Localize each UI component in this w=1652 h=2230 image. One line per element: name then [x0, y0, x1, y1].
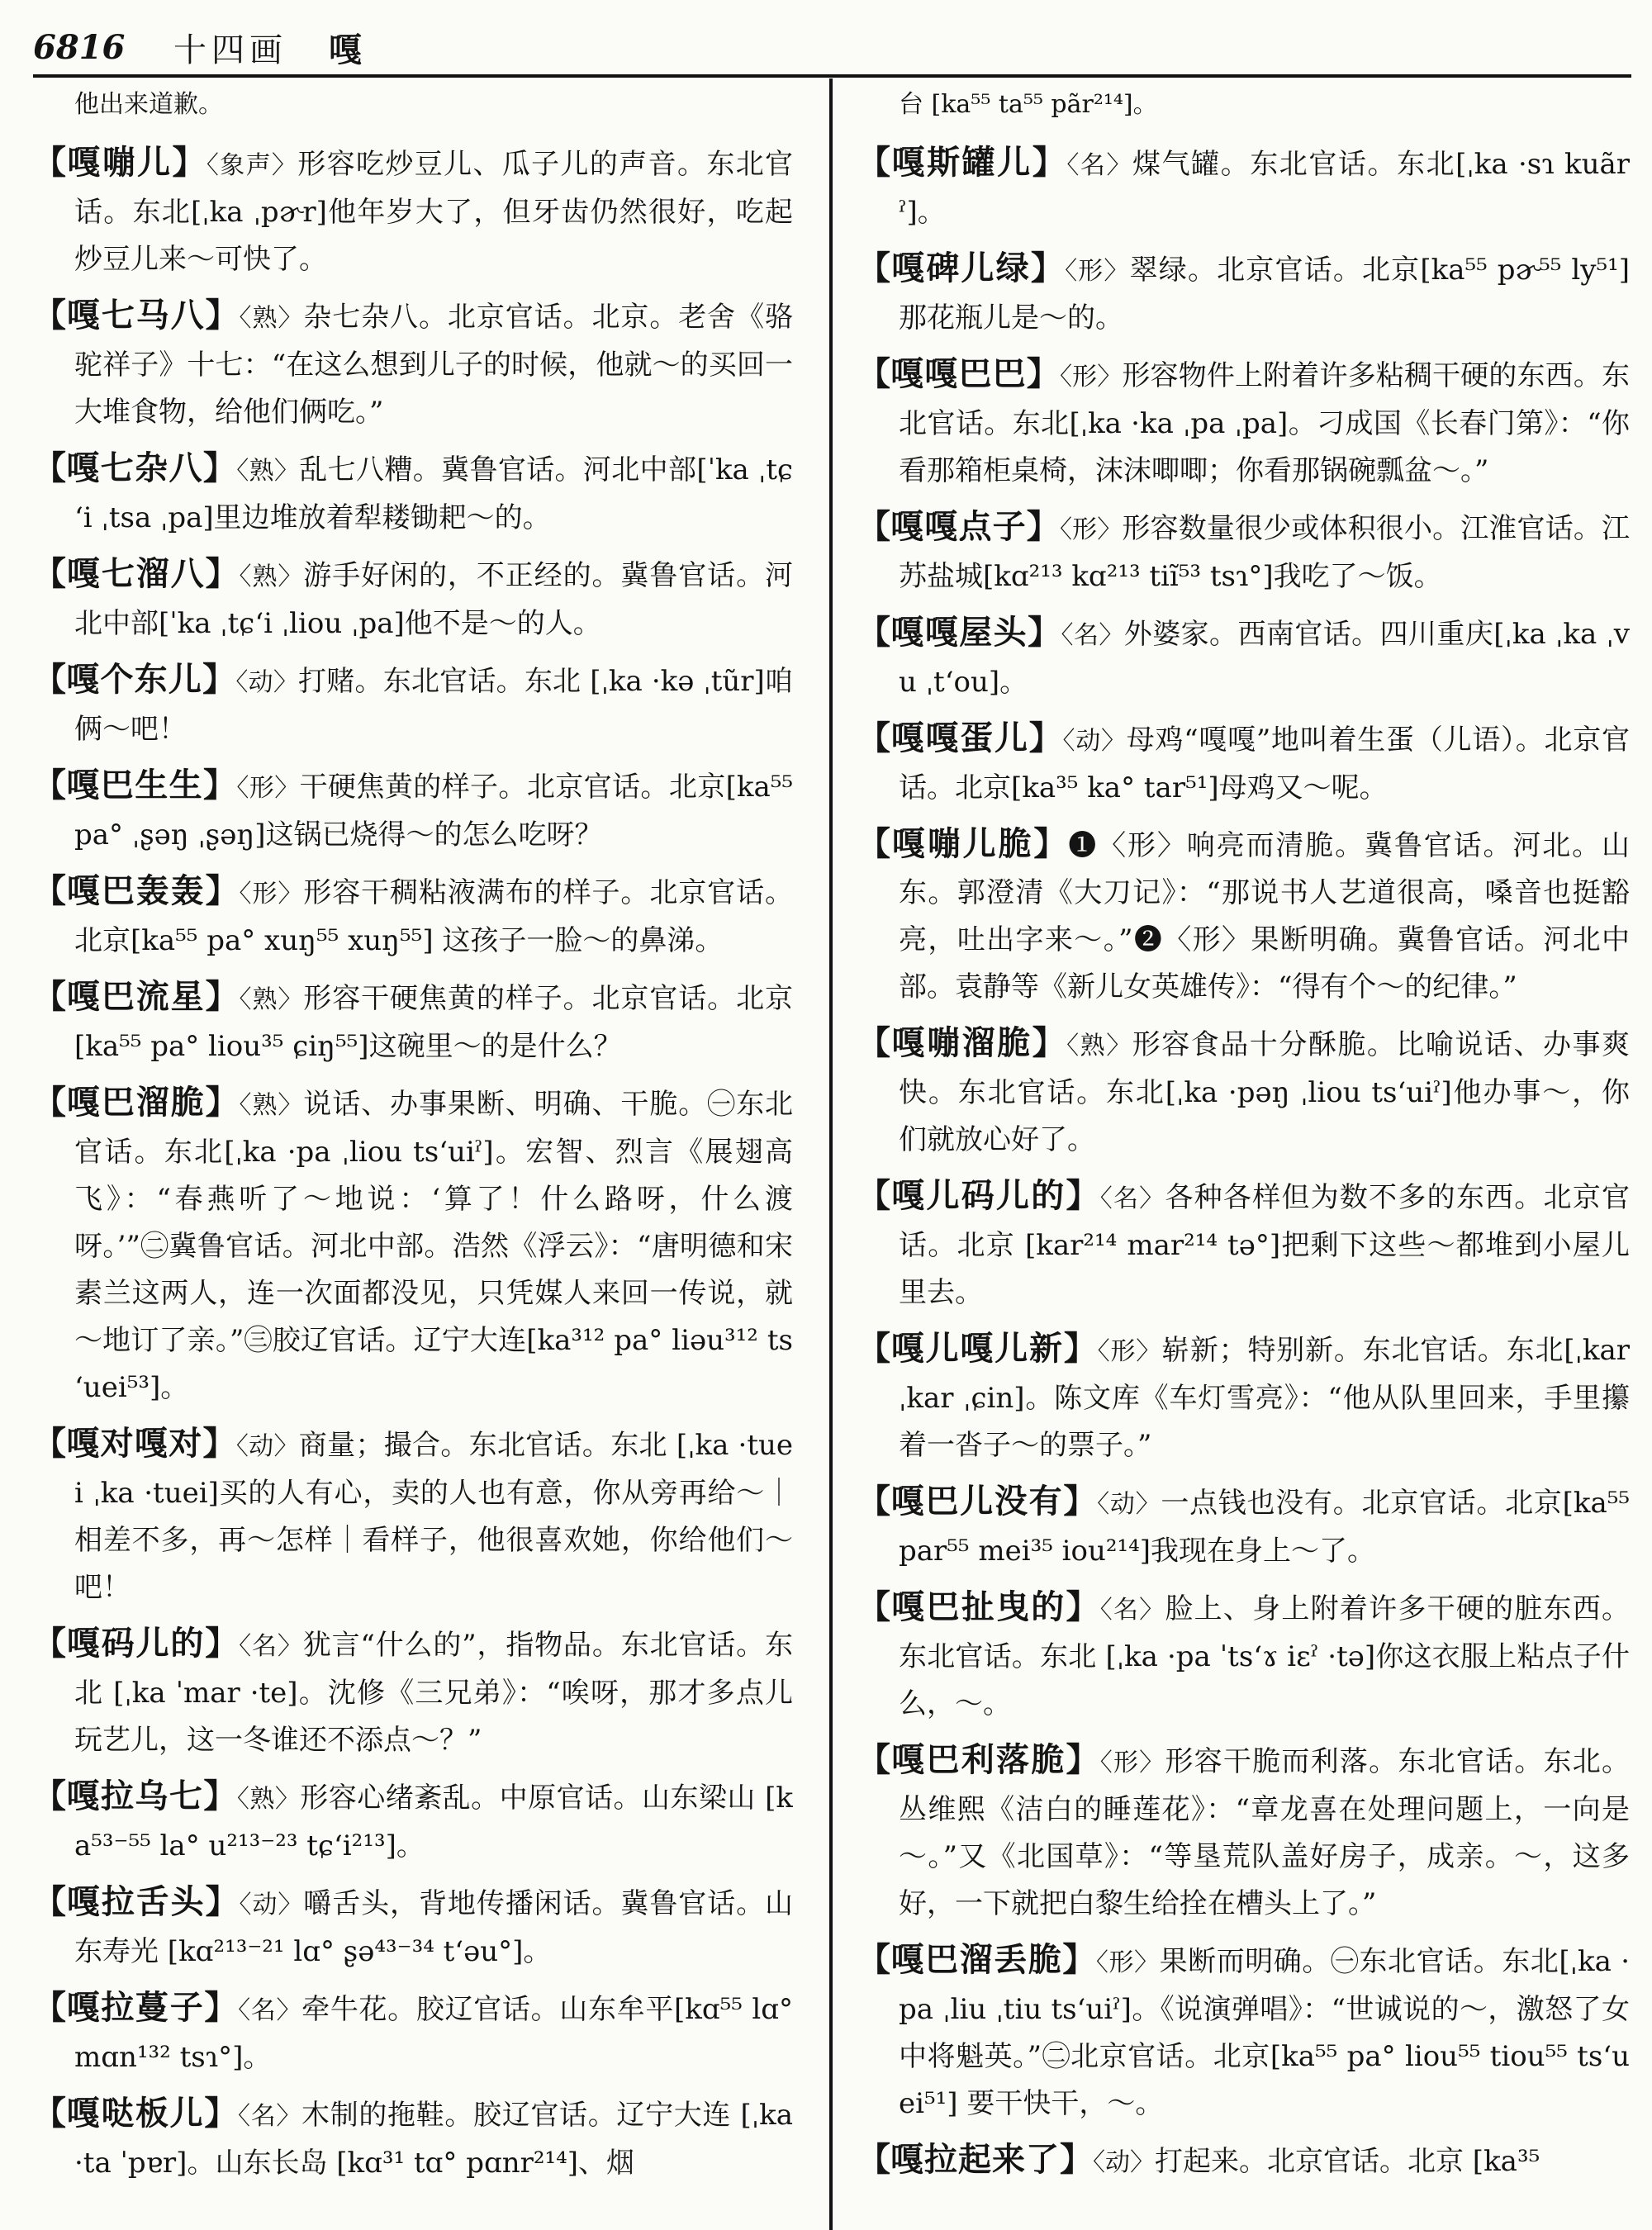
- entry-headword: 嘎巴流星: [66, 977, 206, 1016]
- entry-definition: 游手好闲的，不正经的。冀鲁官话。河北中部[ˈka ˌtɕʻi ˌliou ˌpa]他不是～的人。: [74, 559, 793, 640]
- part-of-speech: 〈形〉: [239, 880, 304, 909]
- continuation-text: 他出来道歉。: [74, 90, 223, 119]
- right-column: [857, 83, 1630, 2222]
- dictionary-entry: [33, 2090, 793, 2187]
- part-of-speech: 〈熟〉: [239, 304, 304, 333]
- headword-close-bracket: 】: [1030, 249, 1066, 287]
- headword-open-bracket: 【: [33, 766, 67, 804]
- headword-close-bracket: 】: [1032, 1023, 1067, 1062]
- entry-definition: 打起来。北京官话。北京 [ka³⁵: [1155, 2145, 1540, 2178]
- entry-headword: 嘎嘣儿脆: [891, 824, 1034, 863]
- dictionary-entry: [33, 1620, 793, 1764]
- headword-open-bracket: 【: [33, 1624, 67, 1663]
- part-of-speech: 〈形〉: [236, 774, 300, 803]
- part-of-speech: 〈名〉: [1099, 1596, 1165, 1625]
- entry-headword: 嘎拉蔓子: [66, 1988, 205, 2027]
- dictionary-entry: [33, 292, 793, 436]
- dictionary-entry: [33, 1984, 793, 2081]
- headword-close-bracket: 】: [1066, 1740, 1100, 1779]
- dictionary-entry: [33, 762, 793, 859]
- dictionary-entry: [33, 973, 793, 1070]
- part-of-speech: 〈象声〉: [206, 151, 298, 180]
- dictionary-entry: [33, 1420, 793, 1611]
- dictionary-entry: [857, 1172, 1630, 1317]
- headword-close-bracket: 】: [205, 554, 240, 593]
- left-column: [33, 83, 793, 2222]
- entry-headword: 嘎七杂八: [66, 448, 203, 487]
- page-header: [33, 20, 1631, 78]
- part-of-speech: 〈形〉: [1099, 1748, 1165, 1777]
- entry-headword: 嘎嘎屋头: [890, 613, 1028, 652]
- entry-definition: 形容干硬焦黄的样子。北京官话。北京[ka⁵⁵ pa° liou³⁵ ɕiŋ⁵⁵]这碗里～的是什么？: [74, 982, 793, 1063]
- entry-headword: 嘎巴利落脆: [891, 1740, 1066, 1779]
- headword-close-bracket: 】: [202, 660, 236, 699]
- entry-definition: 商量；撮合。东北官话。东北 [ˌka ·tuei ˌka ·tuei]买的人有心，卖的人也有意，你从旁再给～｜相差不多，再～怎样｜看样子，他很喜欢她，你给他们～吧！: [74, 1429, 793, 1604]
- dictionary-entry: [857, 820, 1630, 1011]
- headword-close-bracket: 】: [205, 977, 240, 1016]
- headword-open-bracket: 【: [33, 1988, 67, 2027]
- part-of-speech: 〈形〉: [1059, 515, 1123, 544]
- entry-definition: 形容数量很少或体积很小。江淮官话。江苏盐城[kɑ²¹³ kɑ²¹³ tiĩ⁵³ tsɿ°]我吃了～饭。: [899, 512, 1630, 593]
- headword-open-bracket: 【: [33, 1882, 67, 1921]
- dictionary-entry: [33, 550, 793, 648]
- entry-headword: 嘎巴轰轰: [66, 871, 206, 910]
- dictionary-entry: [857, 609, 1630, 706]
- headword-open-bracket: 【: [857, 1587, 892, 1626]
- headword-close-bracket: 】: [1063, 1329, 1098, 1368]
- entry-definition: 木制的拖鞋。胶辽官话。辽宁大连 [ˌka ·ta ˈpɐr]。山东长岛 [kɑ³¹ tɑ° pɑnr²¹⁴]、烟: [74, 2099, 793, 2180]
- part-of-speech: 〈熟〉: [239, 1091, 304, 1120]
- headword-open-bracket: 【: [857, 613, 891, 652]
- entry-definition: 形容干脆而利落。东北官话。东北。丛维熙《洁白的睡莲花》：“章龙喜在处理问题上，一向是～。”又《北国草》：“等垦荒队盖好房子，成亲。～，这多好，一下就把白黎生给拴在槽头上了。”: [899, 1745, 1630, 1920]
- entry-definition: 打赌。东北官话。东北 [ˌka ·kə ˌtũr]咱俩～吧！: [74, 665, 793, 746]
- part-of-speech: 〈名〉: [1099, 1184, 1165, 1213]
- headword-open-bracket: 【: [33, 296, 67, 334]
- headword-close-bracket: 】: [202, 448, 237, 487]
- headword-open-bracket: 【: [857, 824, 892, 863]
- headword-open-bracket: 【: [857, 1176, 892, 1215]
- entry-headword: 嘎拉舌头: [66, 1882, 206, 1921]
- headword-close-bracket: 】: [205, 296, 240, 334]
- dictionary-entry: [857, 1736, 1630, 1928]
- entry-headword: 嘎儿嘎儿新: [890, 1329, 1064, 1368]
- entry-headword: 嘎嘣儿: [67, 143, 173, 182]
- continuation-text: 台 [ka⁵⁵ ta⁵⁵ pãr²¹⁴]。: [899, 90, 1158, 119]
- column-divider: [829, 78, 833, 2230]
- dictionary-entry: [857, 244, 1630, 342]
- headword-close-bracket: 】: [205, 1083, 240, 1122]
- headword-close-bracket: 】: [205, 1624, 240, 1663]
- entry-definition: 干硬焦黄的样子。北京官话。北京[ka⁵⁵ pa° ˌʂəŋ ˌʂəŋ]这锅已烧得～的怎么吃呀？: [74, 771, 793, 852]
- headword-close-bracket: 】: [1063, 1482, 1098, 1521]
- part-of-speech: 〈名〉: [1061, 621, 1124, 650]
- headword-open-bracket: 【: [857, 1023, 892, 1062]
- entry-headword: 嘎巴溜脆: [66, 1083, 206, 1122]
- entry-headword: 嘎巴扯曳的: [891, 1587, 1066, 1626]
- dictionary-entry: [857, 503, 1630, 600]
- header-head-character: 嘎: [329, 30, 362, 69]
- entry-definition: ❶〈形〉响亮而清脆。冀鲁官话。河北。山东。郭澄清《大刀记》：“那说书人艺道很高，嗓音也挺豁亮，吐出字来～。”❷〈形〉果断明确。冀鲁官话。河北中部。袁静等《新儿女英雄传》：“得有个～的纪律。”: [899, 829, 1630, 1004]
- dictionary-entry: [857, 1583, 1630, 1728]
- part-of-speech: 〈熟〉: [239, 562, 304, 591]
- headword-close-bracket: 】: [204, 2094, 239, 2133]
- headword-close-bracket: 】: [1062, 1940, 1096, 1979]
- part-of-speech: 〈名〉: [238, 1996, 302, 2025]
- entry-headword: 嘎巴生生: [66, 766, 204, 804]
- entry-headword: 嘎巴儿没有: [890, 1482, 1064, 1521]
- entry-headword: 嘎嘎点子: [890, 507, 1027, 546]
- headword-close-bracket: 】: [202, 1424, 236, 1463]
- part-of-speech: 〈名〉: [238, 2102, 302, 2131]
- headword-open-bracket: 【: [33, 1777, 67, 1815]
- dictionary-entry: [33, 139, 793, 283]
- headword-open-bracket: 【: [33, 554, 67, 593]
- entry-headword: 嘎码儿的: [66, 1624, 206, 1663]
- part-of-speech: 〈动〉: [235, 1432, 299, 1461]
- dictionary-entry: [857, 139, 1630, 236]
- stroke-section-label: 十四画: [173, 31, 287, 69]
- entry-headword: 嘎嘎蛋儿: [890, 719, 1029, 757]
- dictionary-entry: [857, 1478, 1630, 1575]
- headword-close-bracket: 】: [1026, 507, 1060, 546]
- headword-open-bracket: 【: [857, 2140, 890, 2179]
- entry-headword: 嘎哒板儿: [66, 2094, 205, 2133]
- entry-definition: 崭新；特别新。东北官话。东北[ˌkar ˌkar ˌɕin]。陈文库《车灯雪亮》：“他从队里回来，手里攥着一沓子～的票子。”: [899, 1334, 1630, 1462]
- headword-open-bracket: 【: [33, 448, 67, 487]
- headword-close-bracket: 】: [203, 1777, 237, 1815]
- headword-open-bracket: 【: [33, 1424, 67, 1463]
- headword-open-bracket: 【: [857, 354, 891, 393]
- entry-definition: 果断而明确。㊀东北官话。东北[ˌka ·pa ˌliu ˌtiu tsʻuiˀ]。《说演弹唱》：“世诚说的～，激怒了女中将魁英。”㊁北京官话。北京[ka⁵⁵ pa° liou⁵⁵ tiou⁵⁵ tsʻuei⁵¹] 要干快干，～。: [899, 1945, 1630, 2120]
- dictionary-entry: [857, 350, 1630, 495]
- headword-open-bracket: 【: [33, 871, 67, 910]
- dictionary-entry: [857, 1325, 1630, 1469]
- entry-definition: 外婆家。西南官话。四川重庆[ˌka ˌka ˌvu ˌtʻou]。: [899, 618, 1630, 699]
- entry-definition: 犹言“什么的”，指物品。东北官话。东北 [ˌka ˈmar ·te]。沈修《三兄弟》：“唉呀，那才多点儿玩艺儿，这一冬谁还不添点～？”: [74, 1629, 793, 1757]
- entry-definition: 形容物件上附着许多粘稠干硬的东西。东北官话。东北[ˌka ·ka ˌpa ˌpa]。刁成国《长春门第》：“你看那箱柜桌椅，沫沫唧唧；你看那锅碗瓢盆～。”: [899, 359, 1630, 487]
- headword-close-bracket: 】: [1026, 354, 1060, 393]
- headword-close-bracket: 】: [204, 1988, 239, 2027]
- entry-headword: 嘎嘎巴巴: [890, 354, 1027, 393]
- entry-definition: 形容吃炒豆儿、瓜子儿的声音。东北官话。东北[ˌka ˌpɚr]他年岁大了，但牙齿仍然很好，吃起炒豆儿来～可快了。: [74, 148, 793, 276]
- headword-open-bracket: 【: [33, 660, 67, 699]
- entry-definition: 牵牛花。胶辽官话。山东牟平[kɑ⁵⁵ lɑ° mɑn¹³² tsɿ°]。: [74, 1993, 793, 2074]
- entry-definition: 煤气罐。东北官话。东北[ˌka ·sɿ kuãrˀ]。: [899, 148, 1630, 229]
- headword-open-bracket: 【: [857, 1482, 891, 1521]
- headword-close-bracket: 】: [1066, 1176, 1100, 1215]
- dictionary-entry: [857, 1936, 1630, 2128]
- part-of-speech: 〈熟〉: [236, 457, 300, 486]
- headword-open-bracket: 【: [33, 2094, 67, 2133]
- headword-close-bracket: 】: [1028, 613, 1061, 652]
- dictionary-entry: [33, 1079, 793, 1412]
- entry-definition: 各种各样但为数不多的东西。北京官话。北京 [kar²¹⁴ mar²¹⁴ tə°]把剩下这些～都堆到小屋儿里去。: [899, 1181, 1630, 1309]
- entry-headword: 嘎七马八: [66, 296, 206, 334]
- part-of-speech: 〈动〉: [1062, 727, 1127, 756]
- part-of-speech: 〈熟〉: [1066, 1032, 1132, 1060]
- part-of-speech: 〈形〉: [1059, 363, 1123, 391]
- part-of-speech: 〈熟〉: [236, 1785, 301, 1814]
- part-of-speech: 〈形〉: [1097, 1337, 1162, 1366]
- entry-headword: 嘎儿码儿的: [891, 1176, 1066, 1215]
- entry-definition: 翠绿。北京官话。北京[ka⁵⁵ pɚ⁵⁵ ly⁵¹]那花瓶儿是～的。: [899, 254, 1630, 334]
- entry-definition: 嚼舌头，背地传播闲话。冀鲁官话。山东寿光 [kɑ²¹³⁻²¹ lɑ° ʂə⁴³⁻³⁴ tʻəu°]。: [74, 1887, 793, 1968]
- entry-definition: 说话、办事果断、明确、干脆。㊀东北官话。东北[ˌka ·pa ˌliou tsʻuiˀ]。宏智、烈言《展翅高飞》：“春燕听了～地说：‘算了！什么路呀，什么渡呀。’”㊁冀鲁官话。河北中部。浩然《浮云》：“唐明德和宋素兰这两人，连一次面都没见，只凭媒人来回一传说，就～地订了亲。”㊂胶辽官话。辽宁大连[ka³¹² pa° liəu³¹² tsʻuei⁵³]。: [74, 1088, 793, 1404]
- headword-close-bracket: 】: [1028, 719, 1063, 757]
- headword-close-bracket: 】: [172, 143, 206, 182]
- entry-headword: 嘎拉起来了: [890, 2140, 1060, 2179]
- headword-open-bracket: 【: [857, 507, 891, 546]
- entry-headword: 嘎斯罐儿: [891, 143, 1032, 182]
- dictionary-entry: [33, 1772, 793, 1870]
- entry-definition: 脸上、身上附着许多干硬的脏东西。东北官话。东北 [ˌka ·pa ˈtsʻɤ iɛˀ ·tə]你这衣服上粘点子什么，～。: [899, 1592, 1630, 1720]
- headword-open-bracket: 【: [857, 1940, 891, 1979]
- headword-open-bracket: 【: [857, 143, 892, 182]
- entry-definition: 形容食品十分酥脆。比喻说话、办事爽快。东北官话。东北[ˌka ·pəŋ ˌliou tsʻuiˀ]他办事～，你们就放心好了。: [899, 1028, 1630, 1156]
- headword-close-bracket: 】: [1032, 143, 1067, 182]
- headword-close-bracket: 】: [205, 871, 240, 910]
- part-of-speech: 〈动〉: [1097, 1490, 1161, 1519]
- headword-open-bracket: 【: [857, 249, 892, 287]
- page-number: 6816: [33, 27, 126, 67]
- entry-definition: 形容干稠粘液满布的样子。北京官话。北京[ka⁵⁵ pa° xuŋ⁵⁵ xuŋ⁵⁵] 这孩子一脸～的鼻涕。: [74, 876, 793, 957]
- entry-definition: 一点钱也没有。北京官话。北京[ka⁵⁵ par⁵⁵ mei³⁵ iou²¹⁴]我现在身上～了。: [899, 1487, 1630, 1568]
- part-of-speech: 〈形〉: [1065, 257, 1130, 286]
- headword-close-bracket: 】: [1066, 1587, 1100, 1626]
- entry-headword: 嘎嘣溜脆: [891, 1023, 1032, 1062]
- entry-headword: 嘎个东儿: [66, 660, 203, 699]
- headword-open-bracket: 【: [33, 977, 67, 1016]
- headword-open-bracket: 【: [33, 143, 68, 182]
- dictionary-entry: [857, 714, 1630, 812]
- headword-close-bracket: 】: [1060, 2140, 1093, 2179]
- entry-headword: 嘎七溜八: [66, 554, 206, 593]
- dictionary-entry: [857, 2136, 1630, 2186]
- headword-close-bracket: 】: [203, 766, 237, 804]
- headword-close-bracket: 】: [205, 1882, 240, 1921]
- part-of-speech: 〈名〉: [239, 1632, 303, 1661]
- part-of-speech: 〈动〉: [235, 668, 299, 697]
- dictionary-entry: [33, 656, 793, 753]
- entry-definition: 乱七八糟。冀鲁官话。河北中部[ˈka ˌtɕʻi ˌtsa ˌpa]里边堆放着犁耧锄耙～的。: [74, 453, 793, 534]
- entry-headword: 嘎巴溜丢脆: [890, 1940, 1063, 1979]
- entry-headword: 嘎对嘎对: [66, 1424, 203, 1463]
- entry-headword: 嘎碑儿绿: [891, 249, 1031, 287]
- dictionary-entry: [33, 867, 793, 965]
- headword-open-bracket: 【: [33, 1083, 67, 1122]
- part-of-speech: 〈形〉: [1095, 1948, 1160, 1977]
- part-of-speech: 〈动〉: [239, 1891, 304, 1919]
- dictionary-entry: [33, 444, 793, 542]
- entry-definition: 形容心绪紊乱。中原官话。山东梁山 [ka⁵³⁻⁵⁵ la° u²¹³⁻²³ tɕʻi²¹³]。: [74, 1782, 793, 1862]
- part-of-speech: 〈熟〉: [239, 985, 304, 1014]
- part-of-speech: 〈动〉: [1093, 2148, 1155, 2177]
- headword-open-bracket: 【: [857, 1740, 892, 1779]
- headword-close-bracket: 】: [1033, 824, 1069, 863]
- dictionary-entry: [33, 1878, 793, 1976]
- dictionary-entry: [857, 1019, 1630, 1164]
- entry-headword: 嘎拉乌七: [66, 1777, 204, 1815]
- part-of-speech: 〈名〉: [1066, 151, 1133, 180]
- headword-open-bracket: 【: [857, 1329, 891, 1368]
- headword-open-bracket: 【: [857, 719, 891, 757]
- entry-definition: 杂七杂八。北京官话。北京。老舍《骆驼祥子》十七：“在这么想到儿子的时候，他就～的买回一大堆食物，给他们俩吃。”: [74, 301, 793, 429]
- entry-definition: 母鸡“嘎嘎”地叫着生蛋（儿语）。北京官话。北京[ka³⁵ ka° tar⁵¹]母鸡又～呢。: [899, 724, 1630, 804]
